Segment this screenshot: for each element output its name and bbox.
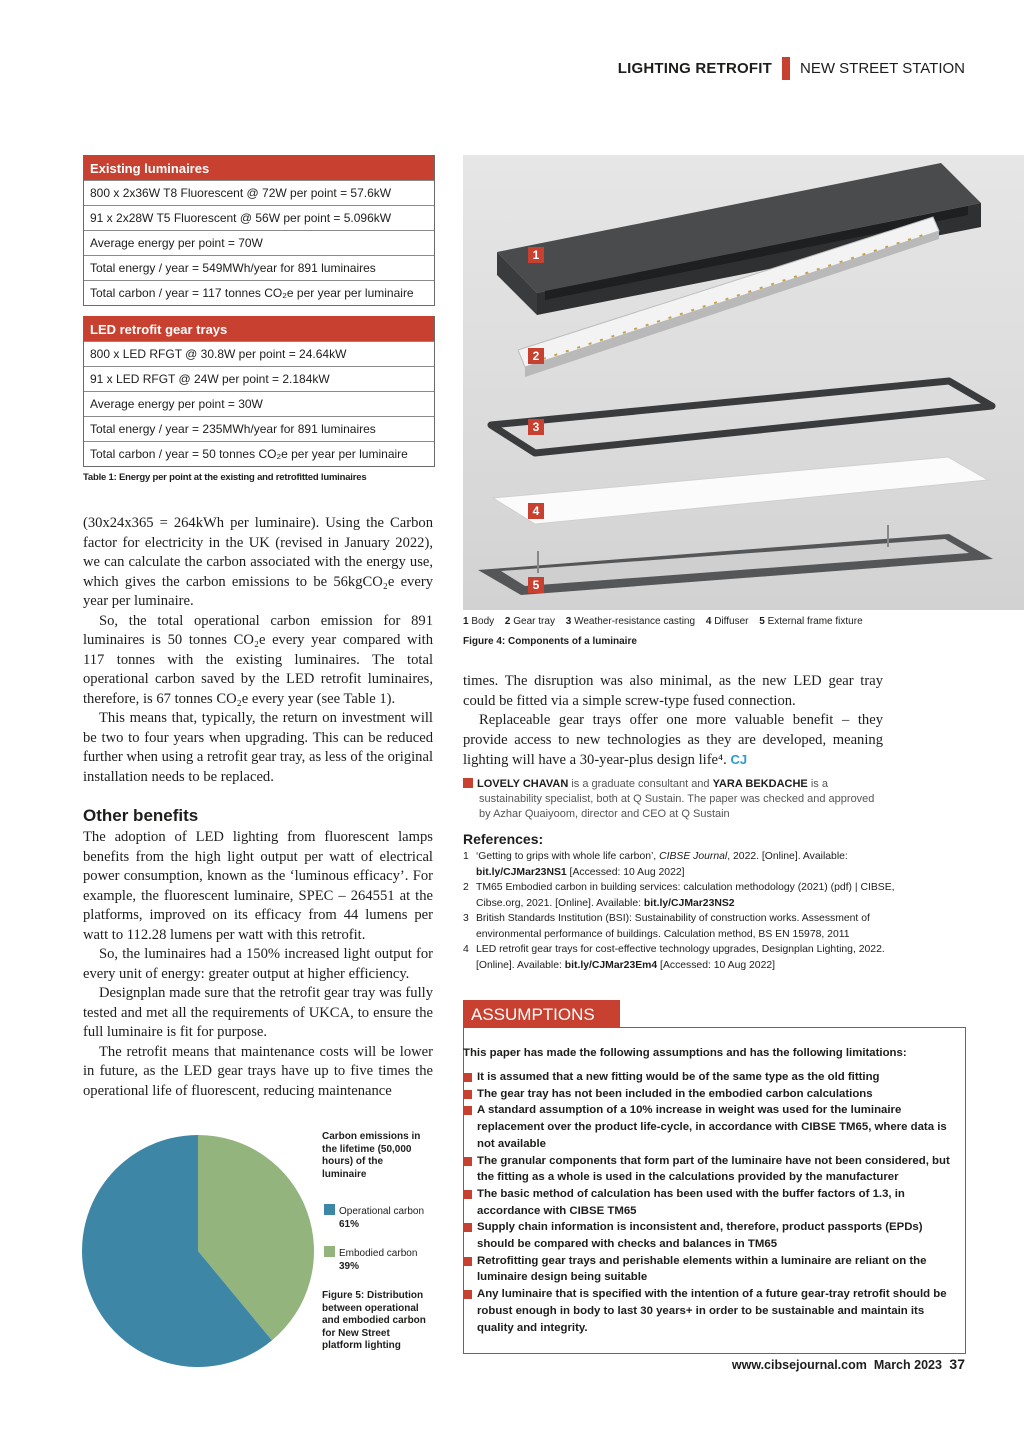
section-label: LIGHTING RETROFIT: [617, 60, 772, 77]
reference-item: [463, 942, 913, 973]
list-item: [463, 1219, 953, 1252]
paragraph: This means that, typically, the return on investment will be two to four years when upgrading. This can be reduced further when using a retrofit gear tray, as less of the original installation needs to be replaced.: [83, 710, 433, 785]
bio-marker: [463, 778, 473, 788]
bio-line: sustainability specialist, both at Q Sustain. The paper was checked and approved: [479, 793, 875, 805]
legend-num: 2: [504, 616, 511, 627]
legend-operational: [324, 1204, 424, 1231]
table-led-gear-trays: [83, 316, 435, 467]
list-item-text: It is assumed that a new fitting would be of the same type as the old fitting: [477, 1071, 880, 1083]
cj-mark: CJ: [730, 752, 748, 767]
legend-swatch: [324, 1204, 335, 1215]
list-item: [463, 1086, 953, 1103]
list-item: [463, 1186, 953, 1219]
bullet-marker: [463, 1106, 472, 1115]
chart-title: Carbon emissions in the lifetime (50,000 hours) of the luminaire: [322, 1131, 421, 1180]
table-header: LED retrofit gear trays: [84, 316, 434, 341]
reference-text: British Standards Institution (BSI): Sustainability of construction works. Assessment of environmental performance of buildings. Calculation method, BS EN 15978, 2011: [476, 913, 870, 940]
paragraph: The retrofit means that maintenance costs will be lower in future, as the LED gear trays have up to five times the operational life of fluorescent, reducing maintenance: [83, 1043, 433, 1099]
legend-num: 4: [705, 616, 712, 627]
references-title: References:: [463, 831, 544, 847]
reference-item: [463, 880, 913, 911]
pie-chart-svg: [81, 1134, 315, 1368]
bio-text: is a: [807, 778, 828, 790]
table-row: Average energy per point = 70W: [84, 230, 434, 255]
bullet-marker: [463, 1190, 472, 1199]
badge-4-label: 4: [532, 504, 540, 518]
legend-label: Embodied carbon: [339, 1248, 418, 1259]
figure4-legend: [463, 616, 863, 627]
ref-text: TM65 Embodied carbon in building services: calculation methodology (2021) (pdf) | CIBSE, Cibse.org, 2021. [Online]. Available:: [476, 882, 895, 909]
paragraph: Designplan made sure that the retrofit gear tray was fully tested and met all the requirements of UKCA, to ensure the full luminaire is fit for purpose.: [83, 985, 433, 1040]
luminaire-illustration: [463, 155, 1024, 610]
list-item-text: The gear tray has not been included in the embodied carbon calculations: [477, 1087, 873, 1100]
list-item: [463, 1153, 953, 1186]
pie-chart: [81, 1134, 315, 1368]
bio-text: is a graduate consultant and: [568, 778, 713, 790]
list-item-text: Any luminaire that is specified with the intention of a future gear-tray retrofit should be robust enough in body to last 30 years+ in order to be sustainable and maintain its quality and integrity.: [477, 1288, 947, 1334]
paragraph: So, the luminaires had a 150% increased light output for every unit of energy: greater output at higher efficiency.: [83, 946, 433, 982]
casting-frame: [491, 381, 992, 453]
legend-label: External frame fixture: [767, 616, 863, 627]
list-item-text: Retrofitting gear trays and perishable elements within a luminaire are reliant on the luminaire design being suitable: [477, 1254, 927, 1284]
bullet-marker: [463, 1257, 472, 1266]
reference-number: 1: [463, 851, 469, 862]
reference-number: 3: [463, 913, 469, 924]
reference-number: 2: [463, 882, 469, 893]
bio-line: by Azhar Quaiyoom, director and CEO at Q Sustain: [479, 808, 730, 820]
legend-label: Body: [471, 616, 495, 627]
page-footer: [732, 1356, 965, 1372]
paragraph: (30x24x365 = 264kWh per luminaire). Using the Carbon factor for electricity in the UK (revised in January 2022), we can calculate the carbon associated with the energy use, which gives the carbon emissions to be 56kgCO₂e every year per luminaire.: [83, 515, 433, 609]
ref-text: [Accessed: 10 Aug 2022]: [657, 959, 776, 971]
table-row: Average energy per point = 30W: [84, 391, 434, 416]
table-caption: Table 1: Energy per point at the existing and retrofitted luminaires: [83, 472, 367, 483]
list-item: [463, 1102, 953, 1152]
table-header: Existing luminaires: [84, 155, 434, 180]
legend-value: 61%: [339, 1219, 360, 1230]
ref-text: ‘Getting to grips with whole life carbon’,: [476, 851, 660, 862]
legend-num: 1: [463, 616, 469, 627]
legend-label: Gear tray: [513, 616, 555, 627]
ref-text: LED retrofit gear trays for cost-effective technology upgrades, Designplan Lighting, 2022. [Online]. Available:: [476, 944, 885, 971]
bullet-marker: [463, 1223, 472, 1232]
bullet-marker: [463, 1090, 472, 1099]
section-heading: Other benefits: [83, 806, 199, 825]
bullet-marker: [463, 1073, 472, 1082]
diffuser: [493, 457, 988, 524]
footer-site: www.cibsejournal.com: [731, 1358, 867, 1372]
table-row: Total carbon / year = 117 tonnes CO₂e per year per luminaire: [84, 280, 434, 305]
legend-label: Diffuser: [714, 616, 749, 627]
right-column-text: [463, 672, 883, 771]
list-item-text: A standard assumption of a 10% increase in weight was used for the luminaire replacement over the product life-cycle, in accordance with CIBSE TM65, where data is not available: [477, 1104, 947, 1150]
badge-2-label: 2: [532, 349, 540, 363]
author-name: LOVELY CHAVAN: [477, 778, 569, 790]
legend-label: Operational carbon: [339, 1206, 425, 1217]
legend-num: 3: [565, 616, 572, 627]
paragraph: So, the total operational carbon emission for 891 luminaires is 50 tonnes CO₂e every year compared with 117 tonnes with the existing luminaires. The total operational carbon saved by the LED retrofit luminaires, therefore, is 67 tonnes CO₂e every year (see Table 1).: [83, 612, 433, 707]
left-column-upper: [83, 514, 433, 787]
assumptions-intro: This paper has made the following assumptions and has the following limitations:: [463, 1047, 907, 1059]
legend-value: 39%: [339, 1261, 360, 1272]
badge-5-label: 5: [532, 578, 540, 592]
table-row: 91 x 2x28W T5 Fluorescent @ 56W per point = 5.096kW: [84, 205, 434, 230]
running-header: [618, 57, 965, 80]
bullet-marker: [463, 1290, 472, 1299]
luminaire-exploded-figure: [463, 155, 1024, 610]
ref-text: [Accessed: 10 Aug 2022]: [566, 866, 685, 878]
reference-link[interactable]: bit.ly/CJMar23Em4: [564, 959, 658, 971]
paragraph-text: Replaceable gear trays offer one more valuable benefit – they provide access to new technologies as they are developed, meaning lighting will have a 30-year-plus design life⁴.: [463, 712, 883, 768]
legend-num: 5: [759, 616, 765, 627]
badge-1-label: 1: [532, 248, 540, 262]
author-bio: [463, 777, 933, 822]
list-item-text: Supply chain information is inconsistent and, therefore, product passports (EPDs) should be compared with checks and balances in TM65: [477, 1221, 923, 1251]
legend-embodied: [324, 1246, 417, 1273]
list-item: [463, 1286, 953, 1336]
reference-item: [463, 849, 913, 880]
reference-item: [463, 911, 913, 942]
table-row: 800 x LED RFGT @ 30.8W per point = 24.64kW: [84, 341, 434, 366]
reference-link[interactable]: bit.ly/CJMar23NS1: [476, 866, 567, 878]
paragraph: times. The disruption was also minimal, as the new LED gear tray could be fitted via a simple screw-type fused connection.: [463, 673, 883, 709]
reference-number: 4: [463, 944, 469, 955]
assumptions-list: [463, 1069, 953, 1336]
reference-text: [476, 942, 913, 973]
table-row: Total carbon / year = 50 tonnes CO₂e per year per luminaire: [84, 441, 434, 466]
paragraph: The adoption of LED lighting from fluorescent lamps benefits from the high light output per watt of electrical power consumption, known as the ‘luminous efficacy’. For example, the fluorescent luminaire, SPEC – 264551 at the platforms, improved on its efficacy from 44 lumens per watt to 112.28 lumens per watt with this retrofit.: [83, 829, 433, 943]
references-list: [463, 849, 913, 973]
table-row: 800 x 2x36W T8 Fluorescent @ 72W per point = 57.6kW: [84, 180, 434, 205]
reference-text: [476, 880, 913, 911]
table-row: Total energy / year = 549MWh/year for 891 luminaires: [84, 255, 434, 280]
ref-italic: CIBSE Journal: [659, 851, 728, 862]
legend-label: Weather-resistance casting: [574, 616, 696, 627]
header-divider: [782, 57, 790, 80]
footer-issue: March 2023: [873, 1358, 942, 1372]
assumptions-tab: ASSUMPTIONS: [463, 1000, 620, 1028]
page-number: 37: [949, 1356, 965, 1372]
list-item: [463, 1253, 953, 1286]
figure4-caption: Figure 4: Components of a luminaire: [463, 636, 637, 647]
bullet-marker: [463, 1157, 472, 1166]
table-row: Total energy / year = 235MWh/year for 891 luminaires: [84, 416, 434, 441]
left-column-lower: [83, 828, 433, 1101]
ref-text: , 2022. [Online]. Available:: [727, 851, 848, 862]
list-item-text: The granular components that form part of the luminaire have not been considered, but the fitting as a whole is used in the calculations provided by the manufacturer: [477, 1154, 950, 1184]
list-item-text: The basic method of calculation has been used with the buffer factors of 1.3, in accordance with CIBSE TM65: [477, 1187, 905, 1217]
author-name: YARA BEKDACHE: [712, 778, 808, 790]
reference-text: [476, 849, 913, 880]
paragraph: [463, 711, 883, 771]
table-existing-luminaires: [83, 155, 435, 306]
badge-3-label: 3: [532, 420, 540, 434]
reference-link[interactable]: bit.ly/CJMar23NS2: [643, 897, 735, 909]
table-row: 91 x LED RFGT @ 24W per point = 2.184kW: [84, 366, 434, 391]
topic-label: NEW STREET STATION: [799, 60, 965, 77]
list-item: [463, 1069, 953, 1086]
legend-swatch: [324, 1246, 335, 1257]
figure5-caption: Figure 5: Distribution between operational and embodied carbon for New Street platform lighting: [322, 1290, 426, 1351]
